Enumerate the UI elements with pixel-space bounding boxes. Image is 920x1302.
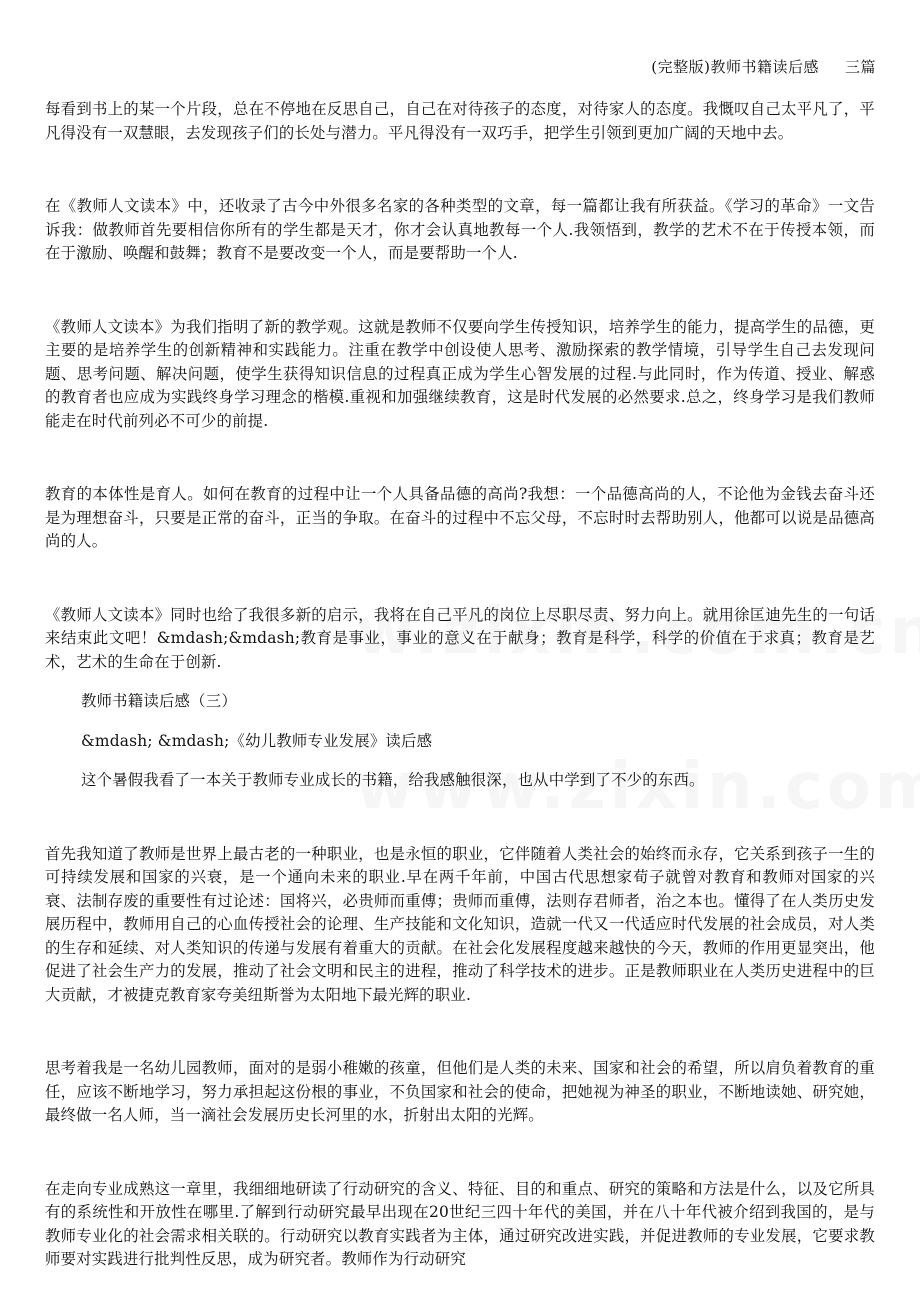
document-body — [45, 98, 875, 1302]
page-header — [651, 56, 876, 77]
paragraph: 《教师人文读本》为我们指明了新的教学观。这就是教师不仅要向学生传授知识，培养学生的能力，提高学生的品德，更主要的是培养学生的创新精神和实践能力。注重在教学中创设使人思考、激励探索的教学情境，引导学生自己去发现问题、思考问题、解决问题，使学生获得知识信息的过程真正成为学生心智发展的过程.与此同时，作为传道、授业、解惑的教育者也应成为实践终身学习理念的楷模.重视和加强继续教育，这是时代发展的必然要求.总之，终身学习是我们教师能走在时代前列必不可少的前提. — [45, 317, 875, 430]
paragraph: 每看到书上的某一个片段，总在不停地在反思自己，自己在对待孩子的态度，对待家人的态度。我慨叹自己太平凡了，平凡得没有一双慧眼，去发现孩子们的长处与潜力。平凡得没有一双巧手，把学生引领到更加广阔的天地中去。 — [45, 100, 875, 142]
paragraph: 首先我知道了教师是世界上最古老的一种职业，也是永恒的职业，它伴随着人类社会的始终而永存，它关系到孩子一生的可持续发展和国家的兴衰，是一个通向未来的职业.早在两千年前，中国古代思想家荀子就曾对教育和教师对国家的兴衰、法制存废的重要性有过论述：国将兴，必贵师而重傅；贵师而重傅，法则存君师者，治之本也。懂得了在人类历史发展历程中，教师用自己的心血传授社会的论理、生产技能和文化知识，造就一代又一代适应时代发展的社会成员，对人类的生存和延续、对人类知识的传递与发展有着重大的贡献。在社会化发展程度越来越快的今天，教师的作用更显突出，他促进了社会生产力的发展，推动了社会文明和民主的进程，推动了科学技术的进步。正是教师职业在人类历史进程中的巨大贡献，才被捷克教育家夸美纽斯誉为太阳地下最光辉的职业. — [45, 844, 875, 1004]
section-intro: 这个暑假我看了一本关于教师专业成长的书籍，给我感触很深，也从中学到了不少的东西。 — [81, 771, 705, 789]
header-suffix: 三篇 — [844, 58, 876, 76]
paragraph: 在走向专业成熟这一章里，我细细地研读了行动研究的含义、特征、目的和重点、研究的策略和方法是什么，以及它所具有的系统性和开放性在哪里.了解到行动研究最早出现在20世纪三四十年代的美国，并在八十年代被介绍到我国的，是与教师专业化的社会需求相关联的。行动研究以教育实践者为主体，通过研究改进实践，并促进教师的专业发展，它要求教师要对实践进行批判性反思，成为研究者。教师作为行动研究 — [45, 1179, 875, 1268]
section-heading: 教师书籍读后感（三） — [81, 692, 237, 710]
paragraph: 在《教师人文读本》中，还收录了古今中外很多名家的各种类型的文章，每一篇都让我有所获益。《学习的革命》一文告诉我：做教师首先要相信你所有的学生都是天才，你才会认真地教每一个人.我领悟到，教学的艺术不在于传授本领，而在于激励、唤醒和鼓舞；教育不是要改变一个人，而是要帮助一个人. — [45, 197, 875, 262]
section-subtitle: &mdash; &mdash;《幼儿教师专业发展》读后感 — [81, 731, 433, 750]
paragraph: 教育的本体性是育人。如何在教育的过程中让一个人具备品德的高尚?我想：一个品德高尚的人，不论他为金钱去奋斗还是为理想奋斗，只要是正常的奋斗，正当的争取。在奋斗的过程中不忘父母，不忘时时去帮助别人，他都可以说是品德高尚的人。 — [45, 485, 875, 550]
paragraph: 《教师人文读本》同时也给了我很多新的启示，我将在自己平凡的岗位上尽职尽责、努力向上。就用徐匡迪先生的一句话来结束此文吧！&mdash;&mdash;教育是事业，事业的意义在于献身；教育是科学，科学的价值在于求真；教育是艺术，艺术的生命在于创新. — [45, 605, 875, 671]
paragraph: 思考着我是一名幼儿园教师，面对的是弱小稚嫩的孩童，但他们是人类的未来、国家和社会的希望，所以肩负着教育的重任，应该不断地学习，努力承担起这份根的事业，不负国家和社会的使命，把她视为神圣的职业，不断地读她、研究她，最终做一名人师，当一滴社会发展历史长河里的水，折射出太阳的光辉。 — [45, 1059, 875, 1124]
header-title: (完整版)教师书籍读后感 — [651, 58, 819, 76]
